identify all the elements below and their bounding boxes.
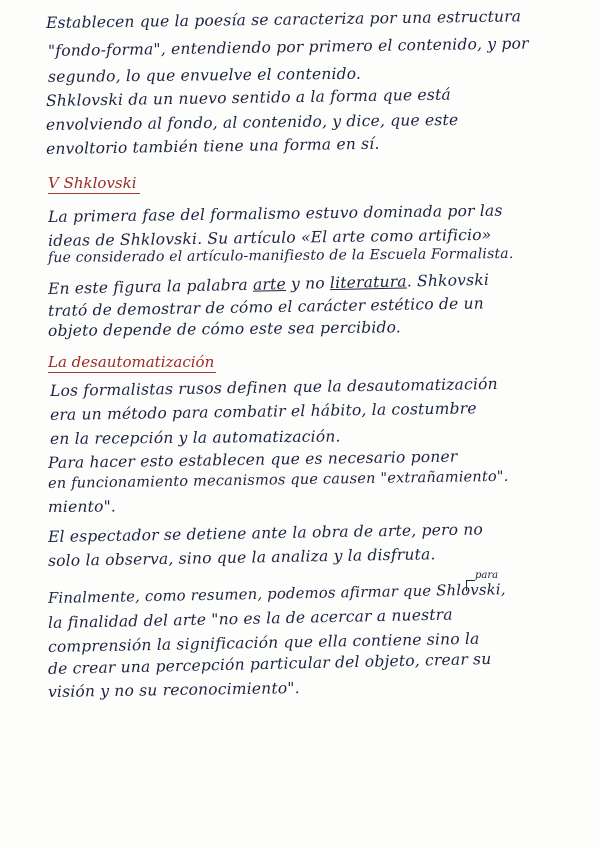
text-line: comprensión la significación que ella contiene sino la bbox=[47, 629, 480, 656]
text-line: objeto depende de cómo este sea percibido. bbox=[47, 318, 402, 340]
text-line: segundo, lo que envuelve el contenido. bbox=[47, 64, 362, 86]
section-heading: La desautomatización bbox=[48, 353, 215, 371]
text-line: Los formalistas rusos definen que la desautomatización bbox=[49, 374, 498, 400]
text-span: . Shkovski bbox=[406, 270, 490, 291]
text-line: miento". bbox=[47, 497, 117, 516]
section-heading: V Shklovski bbox=[48, 174, 140, 194]
underlined-word: literatura bbox=[329, 272, 407, 293]
text-line: solo la observa, sino que la analiza y la disfruta. bbox=[47, 545, 436, 570]
text-line: Establecen que la poesía se caracteriza por una estructura bbox=[45, 7, 522, 32]
text-line: en funcionamiento mecanismos que causen "extrañamiento". bbox=[47, 468, 509, 492]
text-span: y no bbox=[290, 274, 326, 293]
handwritten-insertion: para bbox=[475, 570, 499, 581]
text-line: visión y no su reconocimiento". bbox=[47, 679, 300, 701]
text-line: trató de demostrar de cómo el carácter estético de un bbox=[47, 294, 485, 320]
text-line: de crear una percepción particular del objeto, crear su bbox=[47, 649, 492, 678]
text-line: Shklovski da un nuevo sentido a la forma que está bbox=[45, 85, 452, 110]
underlined-word: arte bbox=[252, 275, 287, 294]
text-line: La primera fase del formalismo estuvo dominada por las bbox=[47, 201, 503, 226]
text-line: en la recepción y la automatización. bbox=[49, 427, 341, 448]
text-line: Finalmente, como resumen, podemos afirmar que Shlovski, bbox=[47, 581, 506, 607]
text-line bbox=[48, 271, 489, 298]
text-line: El espectador se detiene ante la obra de arte, pero no bbox=[47, 520, 484, 546]
text-line: envolviendo al fondo, al contenido, y dice, que este bbox=[45, 110, 459, 134]
text-line: ideas de Shklovski. Su artículo «El arte como artificio» bbox=[47, 225, 492, 250]
text-line: era un método para combatir el hábito, la costumbre bbox=[49, 399, 477, 424]
text-line: envoltorio también tiene una forma en sí. bbox=[45, 134, 380, 158]
text-line: la finalidad del arte "no es la de acercar a nuestra bbox=[47, 605, 453, 632]
text-line: fue considerado el artículo-manifiesto de la Escuela Formalista. bbox=[47, 245, 514, 266]
text-line: "fondo-forma", entendiendo por primero el contenido, y por bbox=[47, 34, 529, 60]
text-line: Para hacer esto establecen que es necesario poner bbox=[47, 447, 458, 472]
text-span: En este figura la palabra bbox=[47, 275, 249, 298]
